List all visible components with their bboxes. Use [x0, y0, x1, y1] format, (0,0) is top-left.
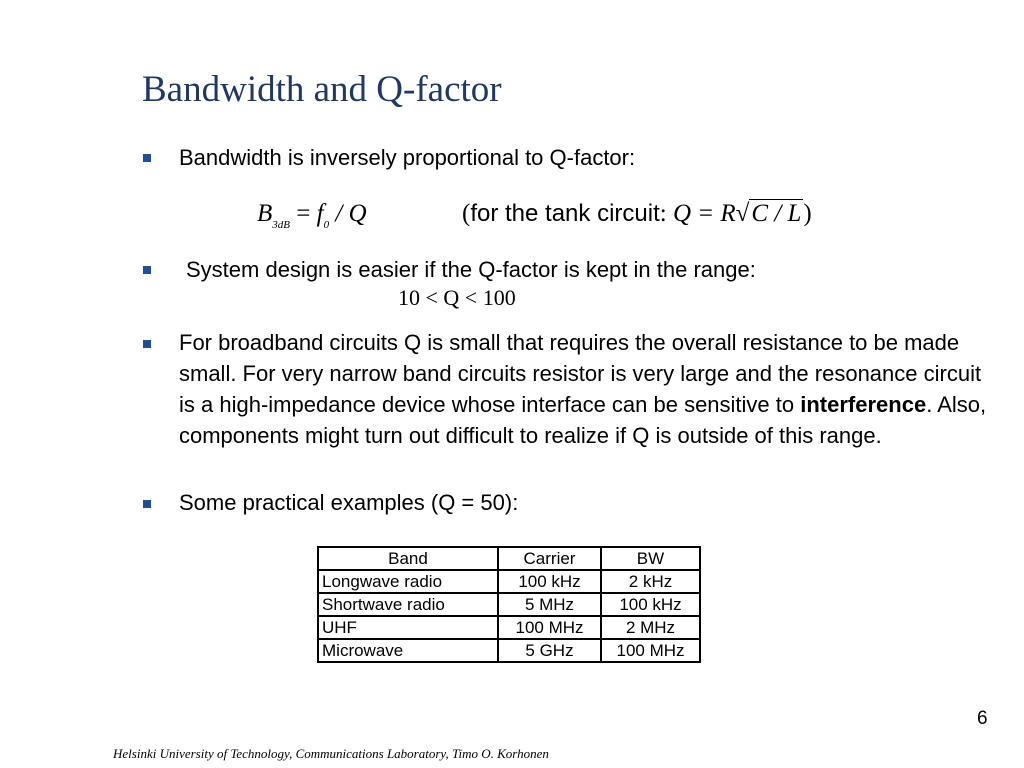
- table-cell: Shortwave radio: [318, 593, 498, 616]
- table-cell: 2 kHz: [601, 570, 700, 593]
- table-cell: 100 MHz: [498, 616, 601, 639]
- bold-term-interference: interference: [800, 392, 927, 417]
- bullet-marker: [143, 500, 151, 508]
- table-cell: 100 MHz: [601, 639, 700, 662]
- table-header-row: [318, 547, 700, 570]
- footer-credit: Helsinki University of Technology, Communications Laboratory, Timo O. Korhonen: [113, 746, 549, 761]
- table-header-cell: BW: [601, 547, 700, 570]
- bullet-text-system-design: System design is easier if the Q-factor is kept in the range:: [186, 257, 756, 282]
- page-number: 6: [977, 708, 988, 729]
- table-row: [318, 616, 700, 639]
- bullet-text-broadband: For broadband circuits Q is small that requires the overall resistance to be made small. For very narrow band circuits resistor is very large and the resonance circuit is a high-impedance device whose interface can be sensitive to interference. Also, components might turn out difficult to realize if Q is outside of this range.: [179, 330, 987, 448]
- table-row: [318, 639, 700, 662]
- slide-title: Bandwidth and Q-factor: [142, 69, 502, 110]
- bullet-marker: [143, 154, 151, 162]
- table-row: [318, 570, 700, 593]
- tank-circuit-note: (for the tank circuit: Q = R√C / L): [462, 200, 812, 227]
- table-cell: 100 kHz: [601, 593, 700, 616]
- table-cell: UHF: [318, 616, 498, 639]
- bullet-marker: [143, 266, 151, 274]
- table-header-cell: Band: [318, 547, 498, 570]
- table-cell: 100 kHz: [498, 570, 601, 593]
- bandwidth-formula: $B_{3dB} = f_0 / Q$: [257, 200, 367, 231]
- table-row: [318, 593, 700, 616]
- table-cell: 2 MHz: [601, 616, 700, 639]
- table-header-cell: Carrier: [498, 547, 601, 570]
- table-cell: Longwave radio: [318, 570, 498, 593]
- table-cell: 5 GHz: [498, 639, 601, 662]
- q-range-formula: 10 < Q < 100: [398, 285, 516, 310]
- examples-table: [317, 546, 701, 663]
- table-cell: Microwave: [318, 639, 498, 662]
- bullet-text-bandwidth: Bandwidth is inversely proportional to Q-factor:: [179, 145, 636, 170]
- table-cell: 5 MHz: [498, 593, 601, 616]
- bullet-text-examples: Some practical examples (Q = 50):: [179, 490, 519, 515]
- bullet-marker: [143, 340, 151, 348]
